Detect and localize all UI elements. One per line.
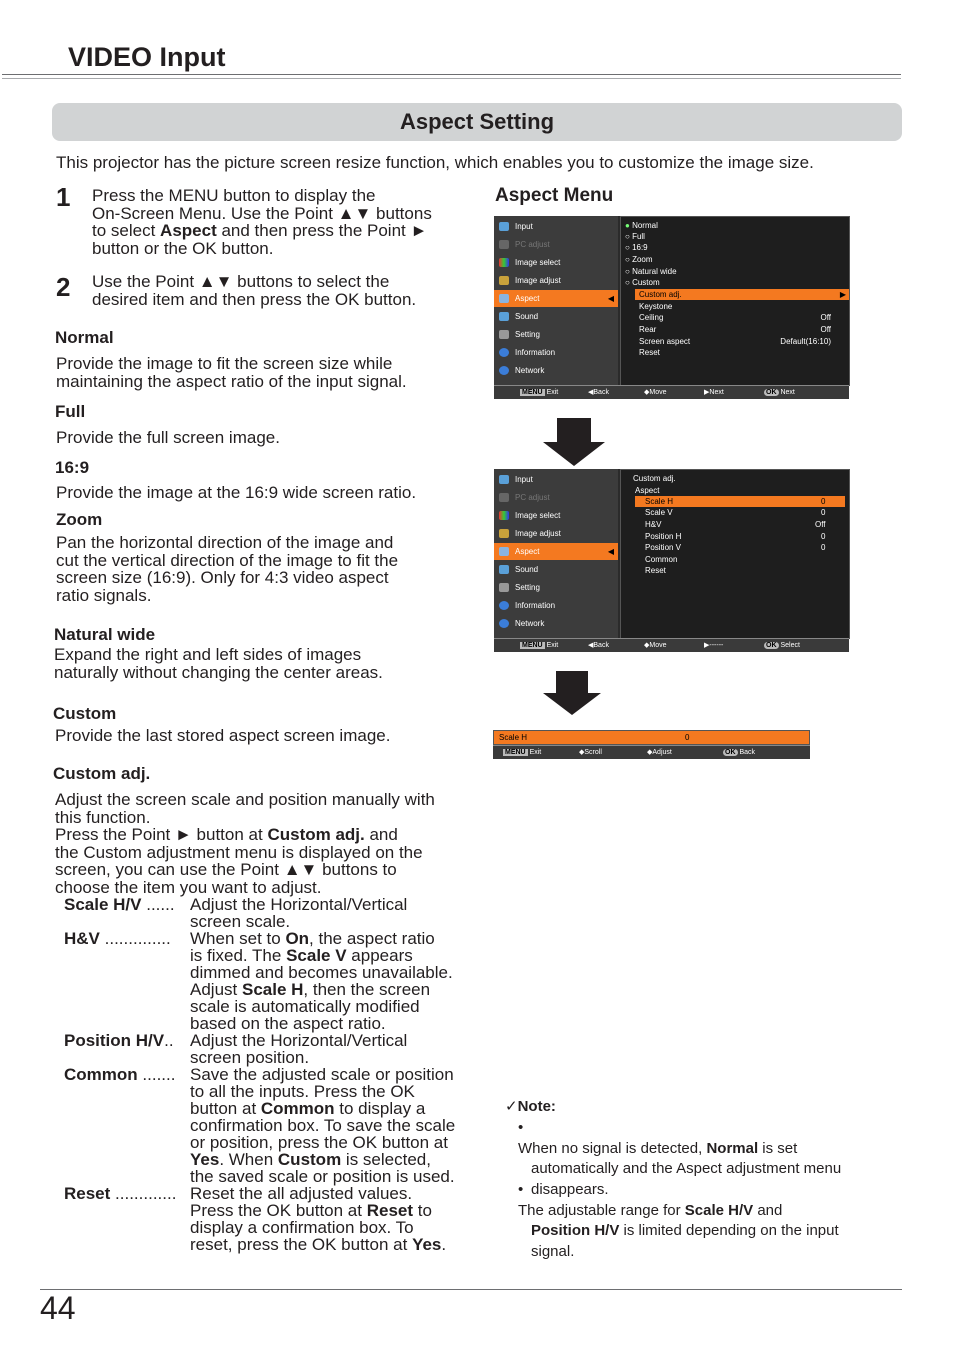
item-title-custom-adj: Custom adj.	[53, 764, 151, 783]
down-arrow-icon	[543, 671, 601, 715]
item-desc-full: Provide the full screen image.	[56, 428, 280, 447]
ok-key-icon: OK	[725, 749, 736, 756]
osd-option-natural-wide: ○ Natural wide	[625, 267, 677, 276]
aspect-icon	[499, 294, 509, 303]
osd-main-menu	[494, 216, 618, 386]
item-desc-natural-wide: Expand the right and left sides of images naturally without changing the center areas.	[54, 645, 383, 682]
step-1-text	[92, 187, 432, 257]
step-1-line: Press the MENU button to display the	[92, 186, 376, 205]
def-desc-scale-hv: Adjust the Horizontal/Vertical screen scale.	[190, 895, 408, 931]
osd-menu-item-image-select: Image select	[494, 254, 618, 271]
item-desc-custom: Provide the last stored aspect screen image.	[55, 726, 391, 745]
osd-menu-item-aspect: Aspect ◀	[494, 290, 618, 307]
step-2-line: Use the Point ▲▼ buttons to select the	[92, 272, 390, 291]
pc-adjust-icon	[499, 240, 509, 249]
osd-menu-item-image-adjust: Image adjust	[494, 525, 618, 542]
item-title-normal: Normal	[55, 328, 114, 347]
osd-custom-adj-subheader: Aspect	[635, 486, 660, 495]
step-1-line: to select Aspect and then press the Point ►	[92, 221, 428, 240]
left-arrow-icon: ◀	[607, 294, 614, 303]
osd-menu-item-image-select: Image select	[494, 507, 618, 524]
osd-aspect-options	[620, 216, 850, 386]
menu-key-icon: MENU	[522, 389, 543, 396]
item-title-custom: Custom	[53, 704, 117, 723]
osd-main-menu	[494, 469, 618, 639]
pc-adjust-icon	[499, 493, 509, 502]
item-desc-zoom: Pan the horizontal direction of the image and cut the vertical direction of the image to fit the screen size (16:9). Only for 4:3 video aspect ratio signals.	[56, 533, 399, 605]
selected-dot-icon: ●	[625, 221, 630, 230]
aspect-menu-title: Aspect Menu	[495, 185, 614, 206]
header-rule-thin	[2, 78, 901, 79]
osd-option-ceiling: Ceiling Off	[639, 313, 831, 322]
osd-option-keystone: Keystone	[639, 302, 673, 311]
item-desc-16-9: Provide the image at the 16:9 wide screen ratio.	[56, 483, 417, 502]
osd-option-screen-aspect: Screen aspect Default(16:10)	[639, 337, 831, 346]
osd-option-normal: ● Normal	[625, 221, 658, 230]
ok-key-icon: OK	[766, 389, 777, 396]
osd-scale-h-row: Scale H 0	[493, 730, 810, 745]
item-title-16-9: 16:9	[55, 458, 90, 477]
def-desc-reset: Reset the all adjusted values. Press the OK button at Reset to display a confirmation box. To reset, press the OK button at Yes.	[190, 1184, 447, 1254]
adjustment-definitions	[0, 896, 480, 1266]
input-icon	[499, 222, 509, 231]
osd-menu-item-sound: Sound	[494, 561, 618, 578]
section-title: VIDEO Input	[68, 42, 226, 72]
osd-row-hv: H&V Off	[645, 520, 826, 529]
image-select-icon	[499, 511, 509, 520]
sound-icon	[499, 565, 509, 574]
osd-option-custom: ○ Custom	[625, 278, 660, 287]
osd-menu-item-input: Input	[494, 471, 618, 488]
ok-key-icon: OK	[766, 642, 777, 649]
image-adjust-icon	[499, 529, 509, 538]
setting-icon	[499, 583, 509, 592]
aspect-setting-banner: Aspect Setting	[52, 103, 902, 141]
intro-paragraph: This projector has the picture screen resize function, which enables you to customize the image size.	[56, 153, 814, 172]
def-desc-hv: When set to On, the aspect ratio is fixed. The Scale V appears dimmed and becomes unavailable. Adjust Scale H, then the screen scale is automatically modified based on the aspect ratio.	[190, 929, 453, 1033]
def-term-reset: Reset .............	[64, 1184, 177, 1203]
osd-menu-item-sound: Sound	[494, 308, 618, 325]
information-icon	[499, 348, 509, 357]
note-bullet-1: • When no signal is detected, Normal is set automatically and the Aspect adjustment menu disappears.	[518, 1119, 842, 1198]
osd-option-zoom: ○ Zoom	[625, 255, 653, 264]
item-desc-normal: Provide the image to fit the screen size while maintaining the aspect ratio of the input signal.	[56, 354, 407, 391]
osd-guide-bar-1: MENU Exit ◀Back ◆Move ▶Next OK Next	[494, 385, 849, 399]
sound-icon	[499, 312, 509, 321]
osd-row-scale-h: Scale H 0	[635, 496, 845, 507]
image-select-icon	[499, 258, 509, 267]
information-icon	[499, 601, 509, 610]
def-desc-position-hv: Adjust the Horizontal/Vertical screen position.	[190, 1031, 408, 1067]
setting-icon	[499, 330, 509, 339]
osd-custom-adj-menu	[494, 469, 849, 652]
step-1-line: button or the OK button.	[92, 238, 274, 258]
note-title: ✓Note:	[505, 1098, 556, 1115]
step-2-line: desired item and then press the OK button.	[92, 289, 417, 309]
osd-option-custom-adj: Custom adj. ▶	[635, 289, 849, 300]
osd-menu-item-pc-adjust: PC adjust	[494, 489, 618, 506]
network-icon	[499, 619, 509, 628]
image-adjust-icon	[499, 276, 509, 285]
osd-menu-item-setting: Setting	[494, 579, 618, 596]
step-number-1: 1	[56, 182, 71, 212]
osd-aspect-menu	[494, 216, 849, 399]
osd-option-rear: Rear Off	[639, 325, 831, 334]
osd-row-common: Common	[645, 555, 678, 564]
step-number-2: 2	[56, 272, 71, 302]
def-term-hv: H&V ..............	[64, 929, 171, 948]
osd-menu-item-setting: Setting	[494, 326, 618, 343]
page-number: 44	[40, 1290, 76, 1326]
left-arrow-icon: ◀	[607, 547, 614, 556]
down-arrow-icon	[543, 418, 605, 466]
aspect-icon	[499, 547, 509, 556]
osd-scale-h-bar	[493, 730, 810, 759]
step-2-text	[92, 273, 416, 308]
osd-custom-adj-options	[620, 469, 850, 639]
header-rule	[2, 74, 901, 75]
right-arrow-icon: ▶	[839, 290, 846, 299]
osd-row-reset: Reset	[645, 566, 666, 575]
osd-menu-item-network: Network	[494, 615, 618, 632]
input-icon	[499, 475, 509, 484]
def-desc-common: Save the adjusted scale or position to all the inputs. Press the OK button at Common to display a confirmation box. To save the scale or position, press the OK button at Yes. When Custom is selected, the saved scale or position is used.	[190, 1065, 456, 1186]
osd-row-position-v: Position V 0	[645, 543, 826, 552]
def-term-common: Common .......	[64, 1065, 176, 1084]
check-icon: ✓	[505, 1098, 518, 1115]
item-desc-custom-adj: Adjust the screen scale and position manually with this function. Press the Point ► button at Custom adj. and the Custom adjustment menu is displayed on the screen, you can use the Point ▲▼ buttons to choose the item you want to adjust.	[55, 790, 435, 897]
osd-row-scale-v: Scale V 0	[645, 508, 826, 517]
footer-rule	[40, 1289, 902, 1290]
osd-menu-item-information: Information	[494, 597, 618, 614]
network-icon	[499, 366, 509, 375]
menu-key-icon: MENU	[522, 642, 543, 649]
step-1-line: On-Screen Menu. Use the Point ▲▼ buttons	[92, 203, 432, 223]
osd-option-reset: Reset	[639, 348, 660, 357]
item-title-full: Full	[55, 402, 86, 421]
osd-menu-item-aspect: Aspect ◀	[494, 543, 618, 560]
def-term-position-hv: Position H/V..	[64, 1031, 174, 1050]
osd-option-full: ○ Full	[625, 232, 645, 241]
def-term-scale-hv: Scale H/V ......	[64, 895, 175, 914]
osd-option-16-9: ○ 16:9	[625, 243, 648, 252]
item-title-natural-wide: Natural wide	[54, 625, 156, 644]
note-bullet-2: • The adjustable range for Scale H/V and Position H/V is limited depending on the input signal.	[518, 1181, 839, 1260]
osd-menu-item-image-adjust: Image adjust	[494, 272, 618, 289]
osd-menu-item-network: Network	[494, 362, 618, 379]
menu-key-icon: MENU	[505, 749, 526, 756]
osd-guide-bar-2: MENU Exit ◀Back ◆Move ▶------ OK Select	[494, 638, 849, 652]
osd-guide-bar-3: MENU Exit ◆Scroll ◆Adjust OK Back	[493, 745, 810, 759]
osd-custom-adj-header: Custom adj.	[633, 474, 676, 483]
osd-menu-item-information: Information	[494, 344, 618, 361]
osd-menu-item-pc-adjust: PC adjust	[494, 236, 618, 253]
osd-row-position-h: Position H 0	[645, 532, 826, 541]
osd-menu-item-input: Input	[494, 218, 618, 235]
item-title-zoom: Zoom	[56, 510, 103, 529]
